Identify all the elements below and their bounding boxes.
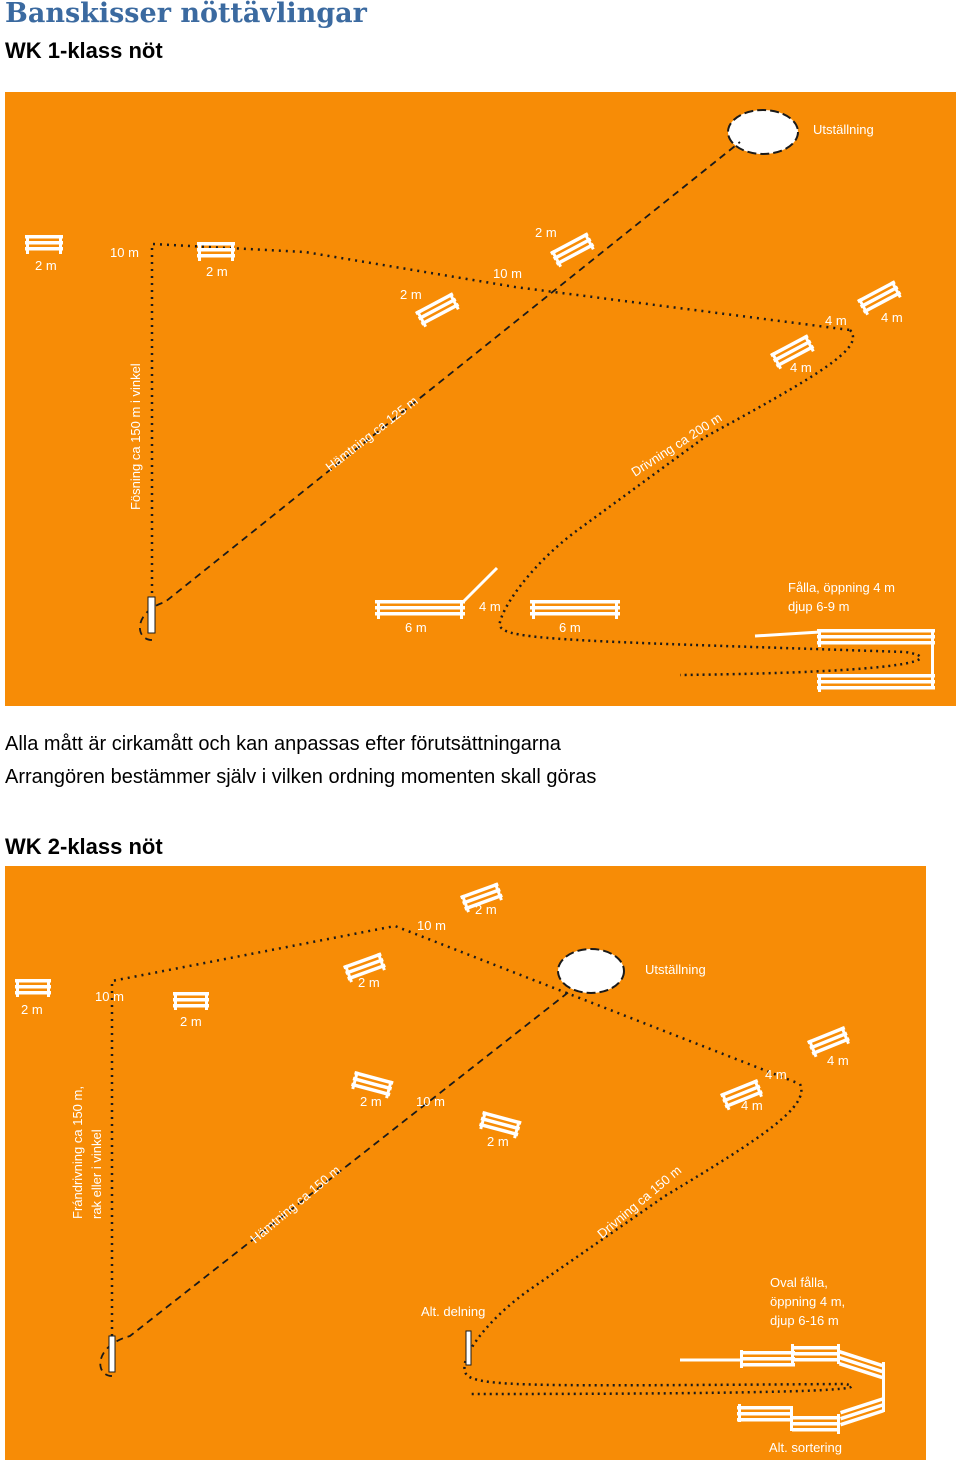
start-post xyxy=(109,1336,115,1372)
gate-left xyxy=(25,235,63,254)
exhibition-oval xyxy=(728,110,798,154)
label-left-10m: 10 m xyxy=(95,989,124,1004)
gate-left xyxy=(15,979,51,997)
label-mid-2m: 2 m xyxy=(360,1094,382,1109)
path-frandrivning xyxy=(112,926,800,1336)
label-hamtning: Hämtning ca 150 m xyxy=(247,1162,344,1247)
label-alt-delning: Alt. delning xyxy=(421,1304,486,1319)
gate-top xyxy=(197,242,235,261)
label-mid-2m: 2 m xyxy=(400,287,422,302)
label-lower-mid-2m: 2 m xyxy=(487,1134,509,1149)
label-right-4m-b: 4 m xyxy=(825,313,847,328)
label-right-4m-c: 4 m xyxy=(790,360,812,375)
label-gate-top: 2 m xyxy=(206,264,228,279)
label-falla-1: Fålla, öppning 4 m xyxy=(788,580,895,595)
label-utstallning: Utställning xyxy=(645,962,706,977)
path-hamtning xyxy=(140,142,740,640)
label-fosning: Fösning ca 150 m i vinkel xyxy=(128,363,143,510)
label-left-2m: 2 m xyxy=(21,1002,43,1017)
course-diagram-1 xyxy=(5,92,956,706)
label-upper-mid-2m: 2 m xyxy=(358,975,380,990)
label-bottom-6m-right: 6 m xyxy=(559,620,581,635)
label-top-10m: 10 m xyxy=(417,918,446,933)
label-utstallning: Utställning xyxy=(813,122,874,137)
label-oval-1: Oval fålla, xyxy=(770,1275,828,1290)
label-bottom-6m-left: 6 m xyxy=(405,620,427,635)
start-post xyxy=(148,597,155,633)
label-drivning: Drivning ca 200 m xyxy=(628,409,725,480)
label-oval-3: djup 6-16 m xyxy=(770,1313,839,1328)
label-falla-2: djup 6-9 m xyxy=(788,599,850,614)
label-hamtning: Hämtning ca 125 m xyxy=(322,393,421,475)
note-2: Arrangören bestämmer själv i vilken ordning momenten skall göras xyxy=(5,766,597,788)
label-top-right-2m: 2 m xyxy=(535,225,557,240)
course-diagram-2 xyxy=(5,866,926,1460)
gate-left-inner xyxy=(173,992,209,1010)
label-mid-10m: 10 m xyxy=(416,1094,445,1109)
exhibition-oval xyxy=(558,949,624,993)
gate-bottom-left xyxy=(375,600,465,619)
page-title: Banskisser nöttävlingar xyxy=(5,0,367,29)
label-alt-sortering: Alt. sortering xyxy=(769,1440,842,1455)
label-right-4m-a: 4 m xyxy=(827,1053,849,1068)
label-left-gate-2m: 2 m xyxy=(180,1014,202,1029)
section-heading-1: WK 1-klass nöt xyxy=(5,38,163,63)
label-right-4m-c: 4 m xyxy=(741,1098,763,1113)
label-oval-2: öppning 4 m, xyxy=(770,1294,846,1309)
split-post xyxy=(466,1331,471,1365)
path-fosning xyxy=(152,244,850,600)
label-mid-10m: 10 m xyxy=(493,266,522,281)
label-gate-left: 2 m xyxy=(35,258,57,273)
pen-opening xyxy=(755,632,820,636)
label-frandrivning-1: Frándrivning ca 150 m, xyxy=(70,1086,85,1219)
oval-pen-fence xyxy=(737,1344,885,1434)
gate-bottom-right xyxy=(530,600,620,619)
label-right-4m-b: 4 m xyxy=(765,1067,787,1082)
label-top-left-10m: 10 m xyxy=(110,245,139,260)
gate-swing xyxy=(463,568,497,602)
gate-mid xyxy=(415,292,461,328)
path-hamtning xyxy=(100,991,570,1376)
label-drivning: Drivning ca 150 m xyxy=(594,1162,685,1242)
section-heading-2: WK 2-klass nöt xyxy=(5,834,163,859)
note-1: Alla mått är cirkamått och kan anpassas efter förutsättningarna xyxy=(5,733,561,755)
label-top-2m: 2 m xyxy=(475,902,497,917)
pen-fence xyxy=(817,629,935,692)
label-bottom-4m: 4 m xyxy=(479,599,501,614)
label-right-4m-a: 4 m xyxy=(881,310,903,325)
label-frandrivning-2: rak eller i vinkel xyxy=(89,1129,104,1219)
